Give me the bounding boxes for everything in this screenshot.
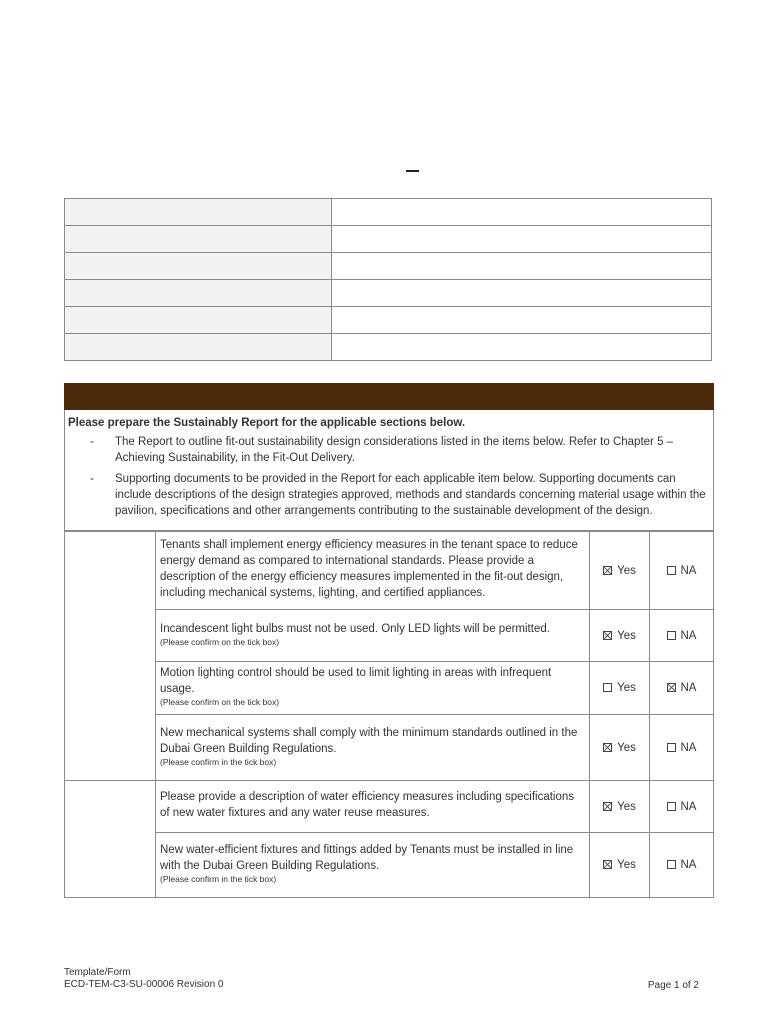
na-label: NA [680,629,697,642]
yes-option[interactable] [590,610,650,662]
bullet-mark: - [90,473,94,485]
bullet-text: Supporting documents to be provided in the Report for each applicable item below. Supporting documents can include descriptions of the design strategies approved, methods and standards concerning material usage within the pavilion, specifications and other arrangements contributing to the sustainable development of the design. [115,473,706,517]
na-option[interactable] [650,781,714,833]
section-header-bar [64,383,714,410]
info-value-field[interactable] [332,253,712,280]
footer-template-label: Template/Form [64,967,131,978]
na-label: NA [680,800,697,813]
yes-option[interactable] [590,532,650,610]
info-value-field[interactable] [332,226,712,253]
na-checkbox[interactable] [667,631,676,640]
info-row-6 [65,334,712,361]
na-checkbox[interactable] [667,860,676,869]
na-checkbox[interactable] [667,802,676,811]
footer-doc-number: ECD-TEM-C3-SU-00006 Revision 0 [64,979,224,990]
footer-doc-info [64,967,224,991]
requirement-text: Incandescent light bulbs must not be used. Only LED lights will be permitted. [160,622,550,635]
info-label-cell [65,307,332,334]
na-checkbox[interactable] [667,566,676,575]
category-cell-water [65,781,156,898]
info-row-5 [65,307,712,334]
info-value-field[interactable] [332,280,712,307]
instructions-block [64,410,714,531]
yes-label: Yes [617,629,636,642]
na-label: NA [680,682,697,694]
confirm-note: (Please confirm in the tick box) [160,756,277,767]
table-row [65,532,714,610]
requirements-table [64,531,714,898]
requirement-text: Please provide a description of water efficiency measures including specifications of new water fixtures and any water reuse measures. [160,791,575,819]
yes-label: Yes [617,741,636,754]
sustainability-section [64,383,714,898]
requirement-text: New mechanical systems shall comply with the minimum standards outlined in the Dubai Green Building Regulations. [160,726,578,755]
instructions-lead: Please prepare the Sustainably Report for the applicable sections below. [68,417,466,429]
yes-checkbox[interactable] [603,566,612,575]
project-info-table [64,198,712,361]
requirement-text: Motion lighting control should be used to limit lighting in areas with infrequent usage. [160,667,552,695]
confirm-note: (Please confirm in the tick box) [160,874,277,884]
table-row [65,833,714,898]
na-label: NA [680,859,697,871]
info-label-cell [65,280,332,307]
table-row [65,781,714,833]
page-number: Page 1 of 2 [647,980,699,991]
info-row-2 [65,226,712,253]
requirement-cell [156,610,590,662]
yes-label: Yes [617,859,636,871]
na-option[interactable] [650,610,714,662]
na-checkbox[interactable] [667,743,676,752]
bullet-mark: - [90,436,94,448]
requirement-cell [156,833,590,898]
confirm-note: (Please confirm on the tick box) [160,636,280,647]
yes-option[interactable] [590,715,650,781]
requirement-cell [156,532,590,610]
info-row-4 [65,280,712,307]
instruction-bullet [68,471,709,519]
na-label: NA [680,564,697,577]
na-option[interactable] [650,532,714,610]
yes-label: Yes [617,800,636,813]
table-row [65,715,714,781]
yes-checkbox[interactable] [603,802,612,811]
confirm-note: (Please confirm on the tick box) [160,697,280,707]
yes-option[interactable] [590,781,650,833]
info-label-cell [65,253,332,280]
yes-checkbox[interactable] [603,631,612,640]
na-label: NA [680,741,697,754]
info-row-3 [65,253,712,280]
yes-checkbox[interactable] [603,683,612,692]
instruction-bullet [68,434,709,466]
na-option[interactable] [650,833,714,898]
requirement-cell [156,781,590,833]
table-row [65,610,714,662]
requirement-cell [156,715,590,781]
table-row [65,662,714,715]
requirement-text: New water-efficient fixtures and fittings added by Tenants must be installed in line with the Dubai Green Building Regulations. [160,844,574,872]
na-option[interactable] [650,662,714,715]
yes-checkbox[interactable] [603,743,612,752]
bullet-text: The Report to outline fit-out sustainability design considerations listed in the items below. Refer to Chapter 5 – Achieving Sustainability, in the Fit-Out Delivery. [115,436,674,464]
title-dash [406,170,419,172]
info-label-cell [65,199,332,226]
requirement-cell [156,662,590,715]
info-value-field[interactable] [332,334,712,361]
na-option[interactable] [650,715,714,781]
yes-option[interactable] [590,833,650,898]
info-value-field[interactable] [332,199,712,226]
requirement-text: Tenants shall implement energy efficiency measures in the tenant space to reduce energy demand as compared to international standards. Please provide a description of the energy efficiency measures implemented in the fit-out design, including mechanical systems, lighting, and certified appliances. [160,539,578,599]
info-label-cell [65,226,332,253]
yes-label: Yes [617,564,636,577]
category-cell-energy [65,532,156,781]
yes-label: Yes [617,682,636,694]
yes-option[interactable] [590,662,650,715]
info-label-cell [65,334,332,361]
yes-checkbox[interactable] [603,860,612,869]
info-value-field[interactable] [332,307,712,334]
na-checkbox[interactable] [667,683,676,692]
info-row-1 [65,199,712,226]
